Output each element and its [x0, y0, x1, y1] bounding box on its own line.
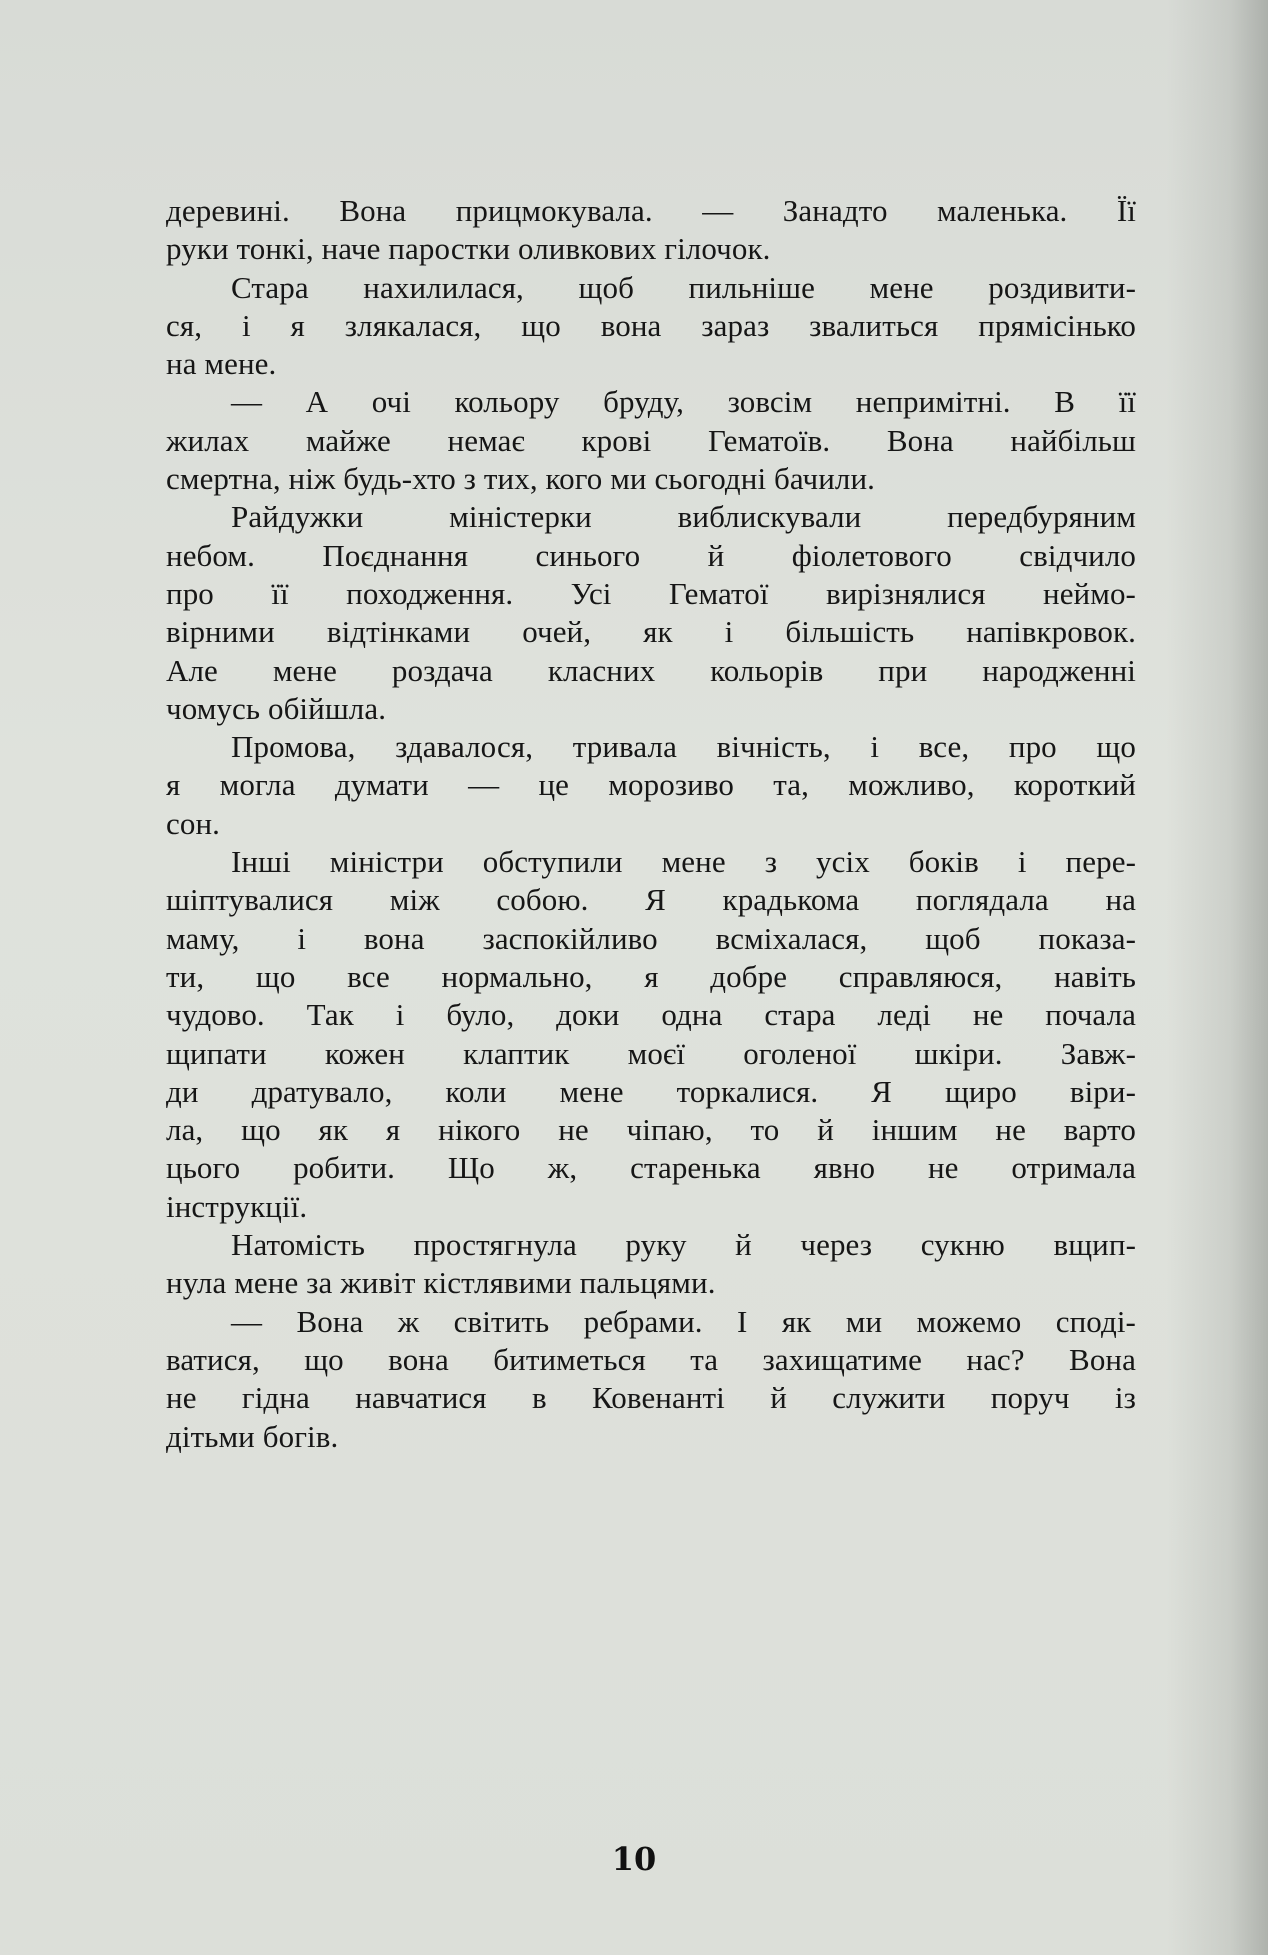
text-line: ла, що як я нікого не чіпаю, то й іншим не варто — [166, 1112, 1136, 1148]
text-line: вірними відтінками очей, як і більшість напівкровок. — [166, 614, 1136, 650]
text-line: сон. — [166, 805, 220, 841]
text-line: — А очі кольору бруду, зовсім непримітні. В її — [231, 384, 1136, 420]
paragraph-5 — [166, 728, 1136, 843]
text-line: Райдужки міністерки виблискували передбуряним — [231, 499, 1136, 535]
text-line: я могла думати — це морозиво та, можливо, короткий — [166, 767, 1136, 803]
paragraph-4 — [166, 498, 1136, 728]
paragraph-1 — [166, 192, 1136, 269]
paragraph-7 — [166, 1226, 1136, 1303]
paragraph-6 — [166, 843, 1136, 1226]
text-line: ти, що все нормально, я добре справляюся, навіть — [166, 958, 1136, 994]
page-number: 10 — [611, 1840, 657, 1878]
text-line: Інші міністри обступили мене з усіх боків і пере- — [231, 844, 1136, 880]
text-line: нула мене за живіт кістлявими пальцями. — [166, 1265, 716, 1301]
text-line: маму, і вона заспокійливо всміхалася, щоб показа- — [166, 920, 1136, 956]
text-line: жилах майже немає крові Гематоїв. Вона найбільш — [166, 422, 1136, 458]
text-line: руки тонкі, наче паростки оливкових гілочок. — [166, 231, 771, 267]
paragraph-2 — [166, 269, 1136, 384]
body-text — [166, 192, 1136, 1456]
text-line: деревині. Вона прицмокувала. — Занадто маленька. Її — [166, 193, 1136, 228]
text-line: чудово. Так і було, доки одна стара леді не почала — [166, 997, 1136, 1033]
text-line: шіптувалися між собою. Я крадькома поглядала на — [166, 882, 1136, 918]
text-line: дітьми богів. — [166, 1418, 339, 1454]
text-line: Стара нахилилася, щоб пильніше мене роздивити- — [231, 269, 1136, 305]
text-line: ся, і я злякалася, що вона зараз звалиться прямісінько — [166, 307, 1136, 343]
text-line: небом. Поєднання синього й фіолетового свідчило — [166, 537, 1136, 573]
text-line: не гідна навчатися в Ковенанті й служити поруч із — [166, 1380, 1136, 1416]
text-line: ди дратувало, коли мене торкалися. Я щиро віри- — [166, 1073, 1136, 1109]
text-line: чомусь обійшла. — [166, 690, 387, 726]
text-line: Промова, здавалося, тривала вічність, і все, про що — [231, 729, 1136, 765]
text-line: смертна, ніж будь-хто з тих, кого ми сьогодні бачили. — [166, 461, 876, 497]
text-line: щипати кожен клаптик моєї оголеної шкіри. Завж- — [166, 1035, 1136, 1071]
paragraph-8 — [166, 1303, 1136, 1456]
text-line: на мене. — [166, 346, 277, 382]
text-line: про її походження. Усі Гематої вирізнялися неймо- — [166, 575, 1136, 611]
text-line: цього робити. Що ж, старенька явно не отримала — [166, 1150, 1136, 1186]
text-line: Але мене роздача класних кольорів при народженні — [166, 652, 1136, 688]
text-line: Натомість простягнула руку й через сукню вщип- — [231, 1227, 1136, 1263]
text-line: ватися, що вона битиметься та захищатиме нас? Вона — [166, 1341, 1136, 1377]
text-line: інструкції. — [166, 1188, 308, 1224]
text-line: — Вона ж світить ребрами. І як ми можемо сподi- — [231, 1303, 1136, 1339]
paragraph-3 — [166, 383, 1136, 498]
